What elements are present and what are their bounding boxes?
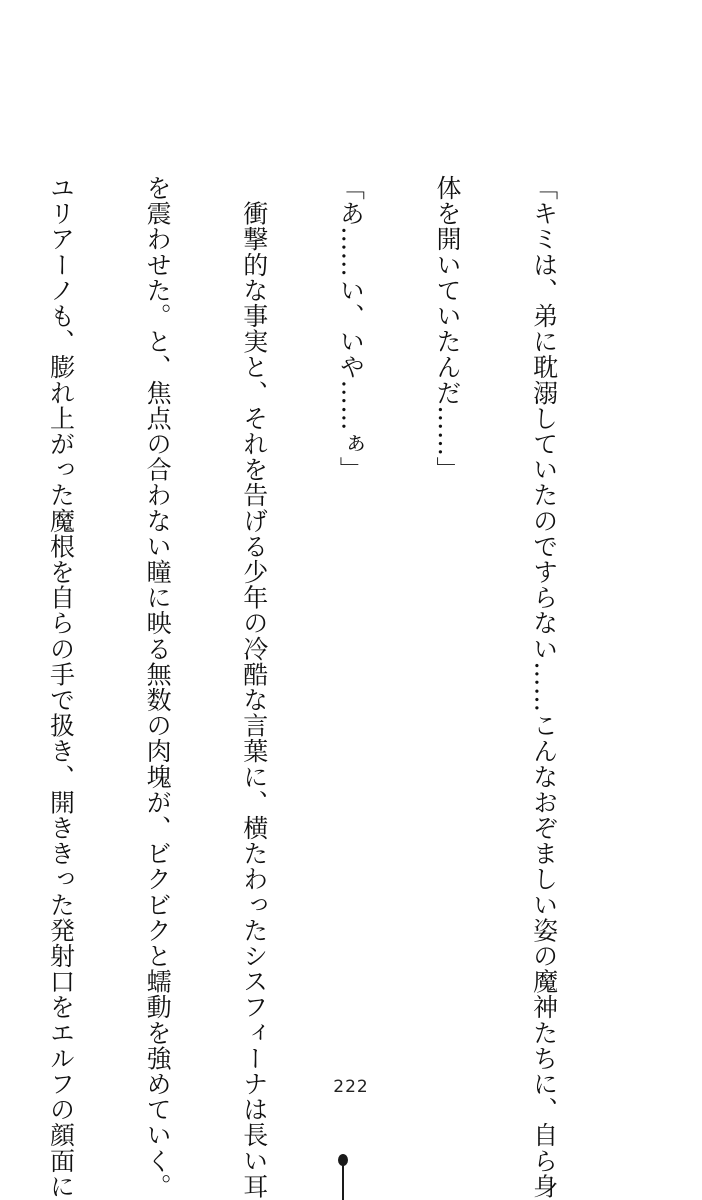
text-line-3: 「あ……い、いや……ぁ」 <box>336 175 366 483</box>
text-line-6: ユリアーノも、膨れ上がった魔根を自らの手で扱き、開ききった発射口をエルフの顔面に <box>46 175 76 1199</box>
page-marker-stem <box>342 1165 344 1200</box>
text-line-5: を震わせた。と、焦点の合わない瞳に映る無数の肉塊が、ビクビクと蠕動を強めていく。 <box>143 175 173 1199</box>
text-line-4: 衝撃的な事実と、それを告げる少年の冷酷な言葉に、横たわったシスフィーナは長い耳 <box>239 175 269 1199</box>
text-line-2: 体を開いていたんだ……」 <box>432 175 462 483</box>
text-line-1: 「キミは、弟に耽溺していたのですらない……こんなおぞましい姿の魔神たちに、自ら身 <box>529 175 559 1199</box>
page-number: 222 <box>333 1077 369 1097</box>
